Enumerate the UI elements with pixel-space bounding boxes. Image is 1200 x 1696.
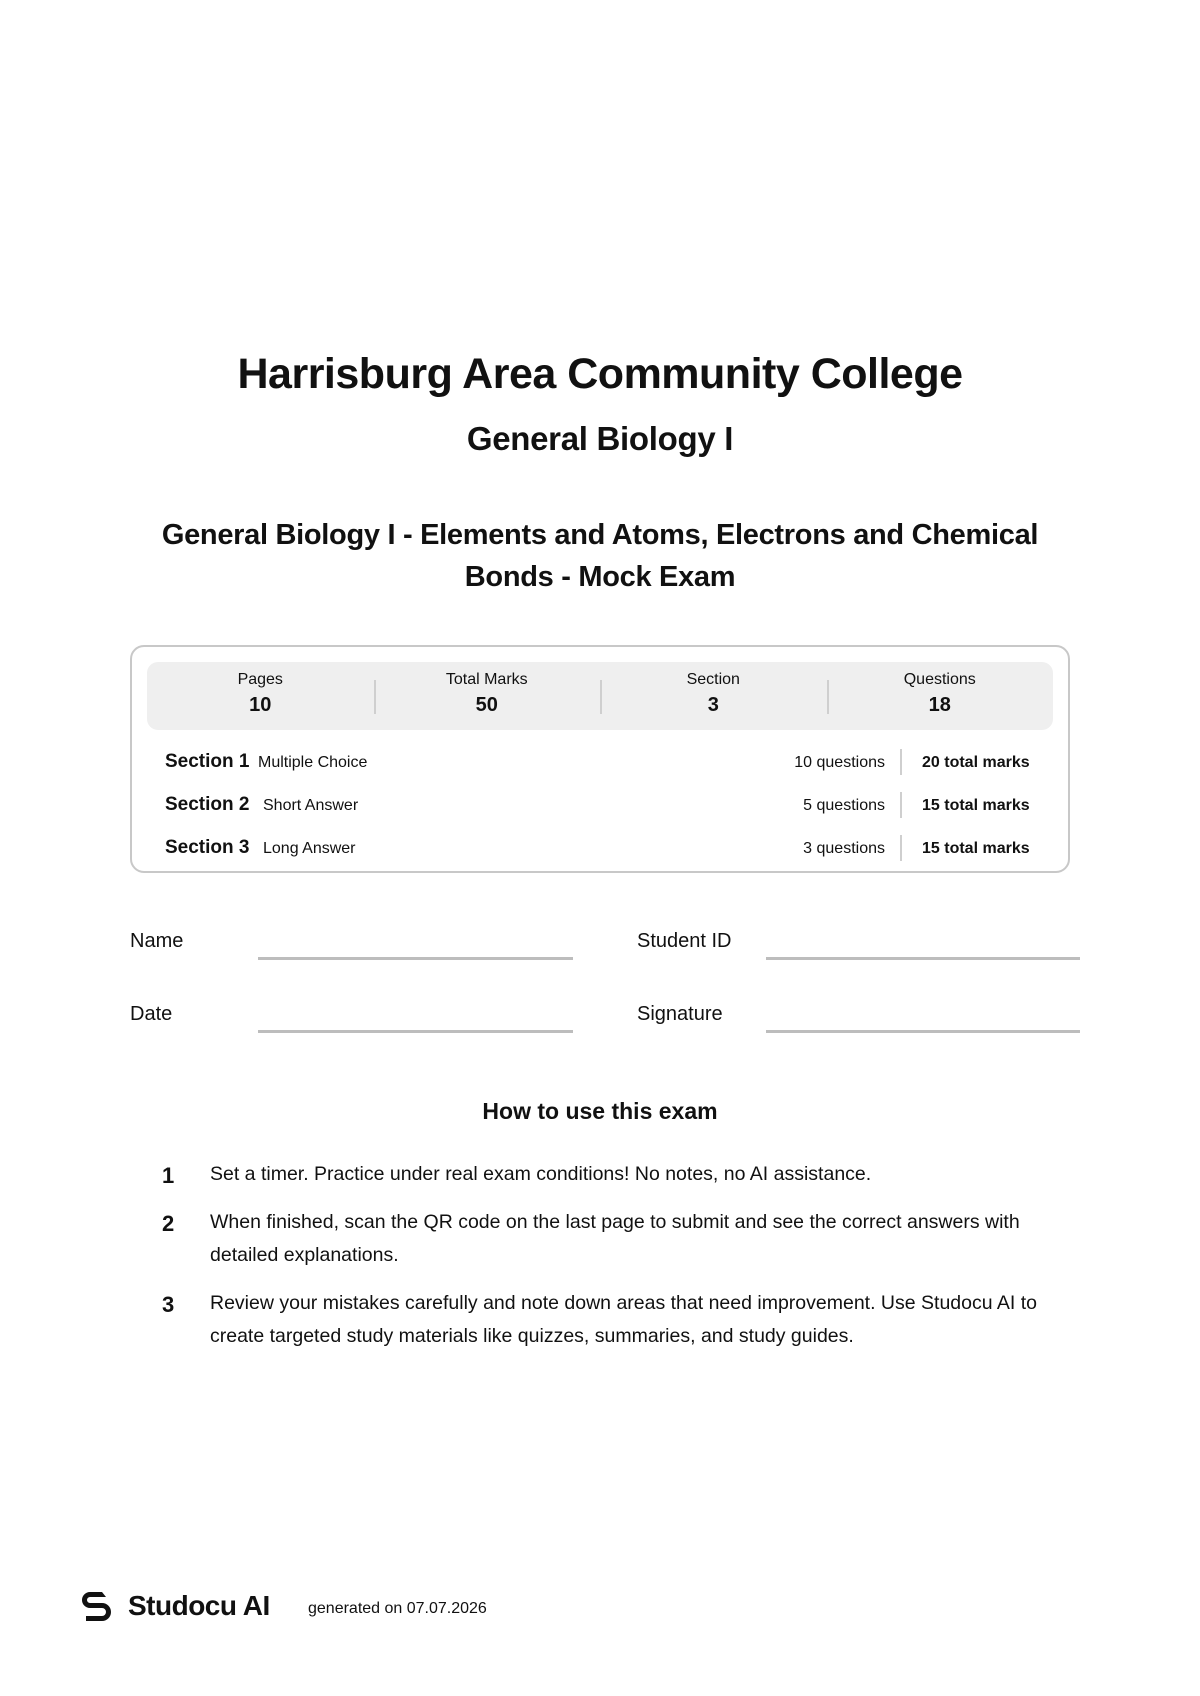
section-name: Section 3 (165, 837, 250, 858)
section-questions: 5 questions (803, 797, 885, 814)
signature-label: Signature (637, 1003, 723, 1025)
step-text: When finished, scan the QR code on the last page to submit and see the correct answers with detailed explanations. (210, 1211, 1020, 1266)
name-field[interactable] (258, 957, 573, 960)
section-row-1 (165, 749, 1040, 779)
date-label: Date (130, 1003, 173, 1025)
step-text: Set a timer. Practice under real exam conditions! No notes, no AI assistance. (210, 1163, 872, 1185)
stat-value: 10 (249, 694, 272, 716)
section-row-2 (165, 792, 1040, 822)
course-name: General Biology I (466, 420, 734, 457)
stat-label: Questions (903, 671, 976, 688)
date-field[interactable] (258, 1030, 573, 1033)
section-marks: 20 total marks (922, 754, 1030, 771)
student-id-label: Student ID (637, 930, 732, 952)
section-row-3 (165, 835, 1040, 865)
studocu-logo-icon (78, 1588, 114, 1624)
section-type: Multiple Choice (258, 754, 368, 771)
section-marks: 15 total marks (922, 840, 1030, 857)
exam-title: General Biology I - Elements and Atoms, Electrons and Chemical Bonds - Mock Exam (161, 519, 1039, 593)
stat-label: Total Marks (445, 671, 528, 688)
howto-heading: How to use this exam (482, 1098, 718, 1124)
exam-summary-box (130, 645, 1070, 873)
section-questions: 10 questions (794, 754, 885, 771)
stat-pages (147, 662, 374, 730)
name-label: Name (130, 930, 184, 952)
stat-value: 18 (928, 694, 951, 716)
section-type: Long Answer (263, 840, 356, 857)
stat-section (600, 662, 827, 730)
student-id-field[interactable] (766, 957, 1080, 960)
stats-bar (147, 662, 1053, 730)
step-text: Review your mistakes carefully and note down areas that need improvement. Use Studocu AI to create targeted study materials like quizzes, summaries, and study guides. (210, 1292, 1038, 1347)
section-type: Short Answer (263, 797, 359, 814)
step-number: 3 (162, 1292, 175, 1317)
stat-label: Pages (237, 671, 283, 688)
stat-questions (827, 662, 1054, 730)
section-divider (900, 749, 902, 775)
generated-date: generated on 07.07.2026 (308, 1600, 487, 1617)
stat-total-marks (374, 662, 601, 730)
section-questions: 3 questions (803, 840, 885, 857)
section-divider (900, 835, 902, 861)
section-name: Section 1 (165, 751, 250, 772)
section-marks: 15 total marks (922, 797, 1030, 814)
step-number: 1 (162, 1163, 175, 1188)
signature-field[interactable] (766, 1030, 1080, 1033)
stat-label: Section (686, 671, 740, 688)
stat-value: 50 (475, 694, 498, 716)
footer-brand: Studocu AI (128, 1590, 270, 1621)
stat-value: 3 (707, 694, 719, 716)
step-number: 2 (162, 1211, 175, 1236)
college-name: Harrisburg Area Community College (237, 350, 963, 398)
section-name: Section 2 (165, 794, 250, 815)
section-divider (900, 792, 902, 818)
